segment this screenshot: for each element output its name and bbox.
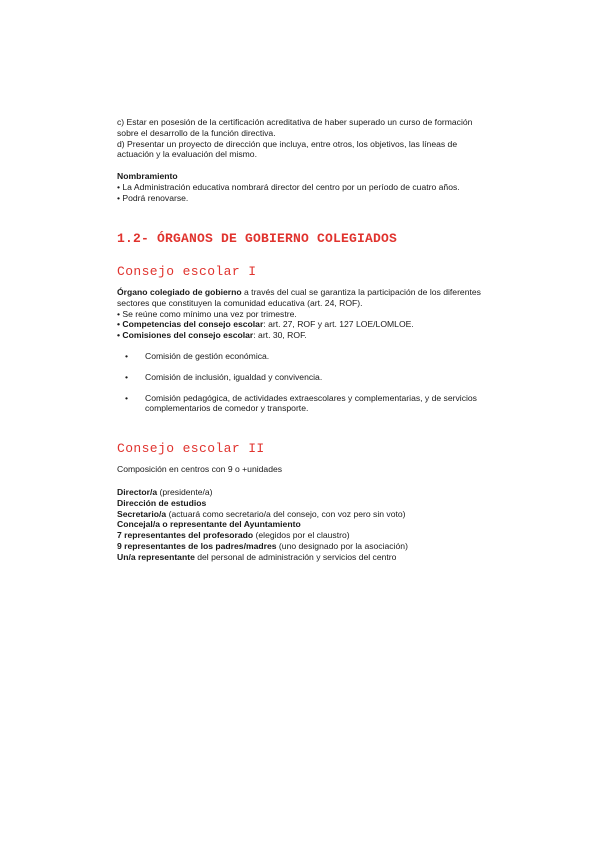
consejo-escolar-1-body — [117, 287, 487, 341]
composicion-intro: Composición en centros con 9 o +unidades — [117, 464, 283, 474]
consejo-escolar-2-heading: Consejo escolar II — [117, 441, 265, 456]
list-item — [117, 509, 497, 520]
member-detail: (uno designado por la asociación) — [276, 540, 408, 551]
nombramiento-title: Nombramiento — [117, 171, 178, 181]
bullet-glyph: • — [125, 392, 129, 403]
requisitos-block — [117, 117, 487, 160]
consejo-reunion: • Se reúne como mínimo una vez por trimestre. — [117, 308, 297, 319]
requisito-c: c) Estar en posesión de la certificación acreditativa de haber superado un curso de formación sobre el desarrollo de la función directiva. — [117, 117, 473, 138]
nombramiento-item: • La Administración educativa nombrará director del centro por un período de cuatro años. — [117, 181, 460, 192]
member-role: Concejal/a o representante del Ayuntamiento — [117, 519, 301, 530]
consejo-escolar-1-heading-block — [117, 264, 487, 279]
list-item — [117, 351, 487, 362]
list-item — [117, 487, 497, 498]
list-item — [117, 519, 497, 530]
competencias-rest: : art. 27, ROF y art. 127 LOE/LOMLOE. — [263, 319, 414, 330]
member-detail: (elegidos por el claustro) — [253, 530, 350, 541]
member-role: Dirección de estudios — [117, 497, 207, 508]
comisiones-bold: • Comisiones del consejo escolar — [117, 330, 254, 341]
bullet-glyph: • — [125, 351, 129, 361]
consejo-escolar-1-heading: Consejo escolar I — [117, 264, 257, 279]
consejo-definition — [117, 287, 487, 309]
consejo-definition-rest: a través del cual se garantiza la participación de los diferentes sectores que constituyen la comunidad educativa (art. 24, ROF). — [117, 287, 481, 308]
member-detail: (actuará como secretario/a del consejo, con voz pero sin voto) — [166, 508, 406, 519]
comisiones-list-block — [117, 351, 487, 414]
comision-text: Comisión de gestión económica. — [145, 351, 270, 361]
list-item — [117, 541, 497, 552]
list-item — [117, 530, 497, 541]
consejo-escolar-2-heading-block — [117, 441, 487, 456]
member-detail: del personal de administración y servicios del centro — [194, 551, 397, 562]
member-detail: (presidente/a) — [157, 487, 213, 497]
member-role: Un/a representante — [117, 551, 195, 562]
comisiones-list — [117, 351, 487, 414]
bullet-glyph: • — [125, 371, 129, 382]
member-role: 9 representantes de los padres/madres — [117, 540, 277, 551]
consejo-comisiones — [117, 330, 487, 341]
comisiones-rest: : art. 30, ROF. — [253, 330, 307, 341]
competencias-bold: • Competencias del consejo escolar — [117, 319, 264, 330]
list-item — [117, 498, 497, 509]
list-item — [117, 393, 487, 415]
comision-text: Comisión de inclusión, igualdad y convivencia. — [145, 371, 323, 382]
member-role: Secretario/a — [117, 508, 167, 519]
member-role: 7 representantes del profesorado — [117, 530, 254, 541]
nombramiento-item: • Podrá renovarse. — [117, 192, 189, 203]
consejo-definition-bold: Órgano colegiado de gobierno — [117, 287, 242, 297]
list-item — [117, 372, 487, 383]
section-heading: 1.2- ÓRGANOS DE GOBIERNO COLEGIADOS — [117, 231, 398, 246]
requisito-d: d) Presentar un proyecto de dirección que incluya, entre otros, los objetivos, las líneas de actuación y la evaluación del mismo. — [117, 138, 458, 160]
composicion-intro-block — [117, 464, 487, 475]
comision-text: Comisión pedagógica, de actividades extraescolares y complementarias, y de servicios complementarios de comedor y transporte. — [145, 392, 477, 414]
composicion-list — [117, 487, 497, 563]
member-role: Director/a — [117, 487, 158, 497]
list-item — [117, 552, 497, 563]
nombramiento-block — [117, 171, 487, 203]
consejo-competencias — [117, 319, 487, 330]
section-heading-block — [117, 231, 517, 246]
